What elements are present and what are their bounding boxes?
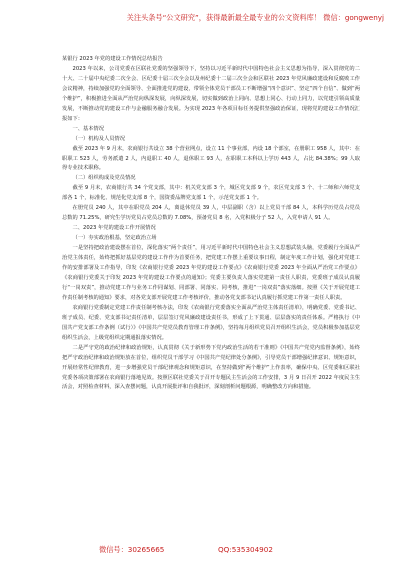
subsection-heading: （二）组织构成及党员情况 (72, 175, 136, 182)
document-paragraph: 截至 2023 年 9 月末，农商银行共设立 38 个营业网点，设立 11 个事业部，内设 18 个部室，在册职工 958 人，其中：在职职工 523 人，劳务派遣 2 人，内退职工 40 人，退休职工 93 人，在职职工本科以上学历 443 人，占比 84.38%；99 人取得专业技术职称。 (62, 145, 360, 172)
subsection-heading: （一）夯实政治根基，坚定政治立场 (72, 235, 157, 242)
document-paragraph: 在册党员 240 人，其中在职党员 204 人，离退休党员 39 人，中层副职（含）以上党员干部 84 人，本科学历党员占党员总数的 71.25%，研究生学历党员占党员总数的 7.08%，预备党员 8 名，入党积极分子 52 人，入党申请人 91 人。 (62, 205, 360, 222)
contact-footer (0, 542, 408, 558)
section-heading: 二、2023 年党的建设工作开展情况 (72, 225, 156, 232)
qq-contact: QQ:535304902 (218, 545, 273, 554)
subsection-heading: （一）机构及人员情况 (72, 135, 125, 142)
section-heading: 一、基本情况 (72, 125, 104, 132)
document-paragraph: 一是坚持把政治建设摆在首位，深化落实“两个责任”，用习近平新时代中国特色社会主义思想武装头脑，党委履行全面从严治党主体责任，始终把抓好基层党的建设工作作为首要任务，把党建工作摆上重要议事日程，制定年度工作计划，强化对党建工作的安排部署及工作指导，印发《农商银行党委 2023 年党的建设工作要点》《农商银行党委 2023 年全面从严治党工作要点》《农商银行党委关于印发 2023 年党的建设工作要点的通知》；党委主要负责人落实党建第一责任人职责，党委班子成员认真履行“一岗双责”，推动党建工作与业务工作同谋划、同部署、同落实、同考核，推进“一岗双责”落实落细。按照《关于开展党建工作责任制考核的通知》要求，对各党支部开展党建工作考核评价，推动各党支部书记认真履行抓党建工作第一责任人职责。 (62, 245, 360, 301)
document-title: 某银行 2023 年党的建设工作情况总结报告 (62, 56, 163, 62)
document-body (62, 55, 360, 525)
wechat-contact: 微信号：30265665 (99, 545, 165, 554)
document-paragraph: 农商银行党委制定党建工作责任制考核办法，印发《农商银行党委落实全面从严治党主体责任清单》，明确党委、党委书记、班子成员、纪委、党支部书记责任清单，层层签订党风廉政建设责任书，形成了上下贯通、层层落实的责任体系。严格执行《中国共产党支部工作条例（试行）》《中国共产党党员教育管理工作条例》，坚持每月组织党员召开组织生活会，党员积极参加基层党组织生活会，上级党组织定期通报落实情况。 (62, 304, 360, 341)
document-paragraph: 截至 9 月末，农商银行共 34 个党支部，其中：机关党支部 3 个，城区党支部 9 个，农区党支部 3 个、十二师和六师党支部各 1 个，标准化、规范化党支部 8 个，国资委品牌党支部 1 个，示范党支部 1 个。 (62, 185, 360, 202)
document-paragraph: 2023 年以来，公司党委在区联社党委的坚强领导下，坚持以习近平新时代中国特色社会主义思想为指导，深入贯彻党的二十大、二十届中央纪委二次全会、区纪委十届三次全会以及州纪委十二届三次全会和区联社 2023 年党风廉政建设和反腐败工作会议精神，持续加强党的全面领导、全面推进党的建设，带领全体党员干部员工不断增强“四个意识”、坚定“四个自信”、做到“两个维护”，积极推进全面从严治党向纵深发展，向纵深发展，切实做到政治上同向、思想上同心、行动上同力，以党建引领高质量发展，不断推动党的建设工作与金融服务融合发展。为实现 2023 年各项目标任务提供坚强政治保证，现将党的建设工作情况汇报如下： (62, 65, 360, 122)
document-paragraph: 二是严守党的政治纪律和政治规矩，认真贯彻《关于新形势下党内政治生活的若干准则》《中国共产党党内监督条例》，始终把严守政治纪律和政治规矩放在首位，组织党员干部学习《中国共产党纪律处分条例》，引导党员干部增强纪律意识、规矩意识，开展经常性纪律教育，进一步增强党员干部纪律观念和规矩意识，在坚持做到“两个维护”上作表率，确保中央、区党委和区联社党委各项决策部署在农商银行落地见效。按照区联社党委关于召开专题民主生活会的工作安排，3 月 9 日召开 2022 年度民主生活会，对照检查材料，深入查摆问题，认真开展批评和自我批评，深刻剖析问题根源，明确整改方向和措施。 (62, 344, 360, 391)
promo-banner (0, 0, 408, 36)
promo-banner-text: 关注头条号“公文研究”，获得最新最全最专业的公文资料库！ 微信：gongwenyj (126, 13, 384, 23)
